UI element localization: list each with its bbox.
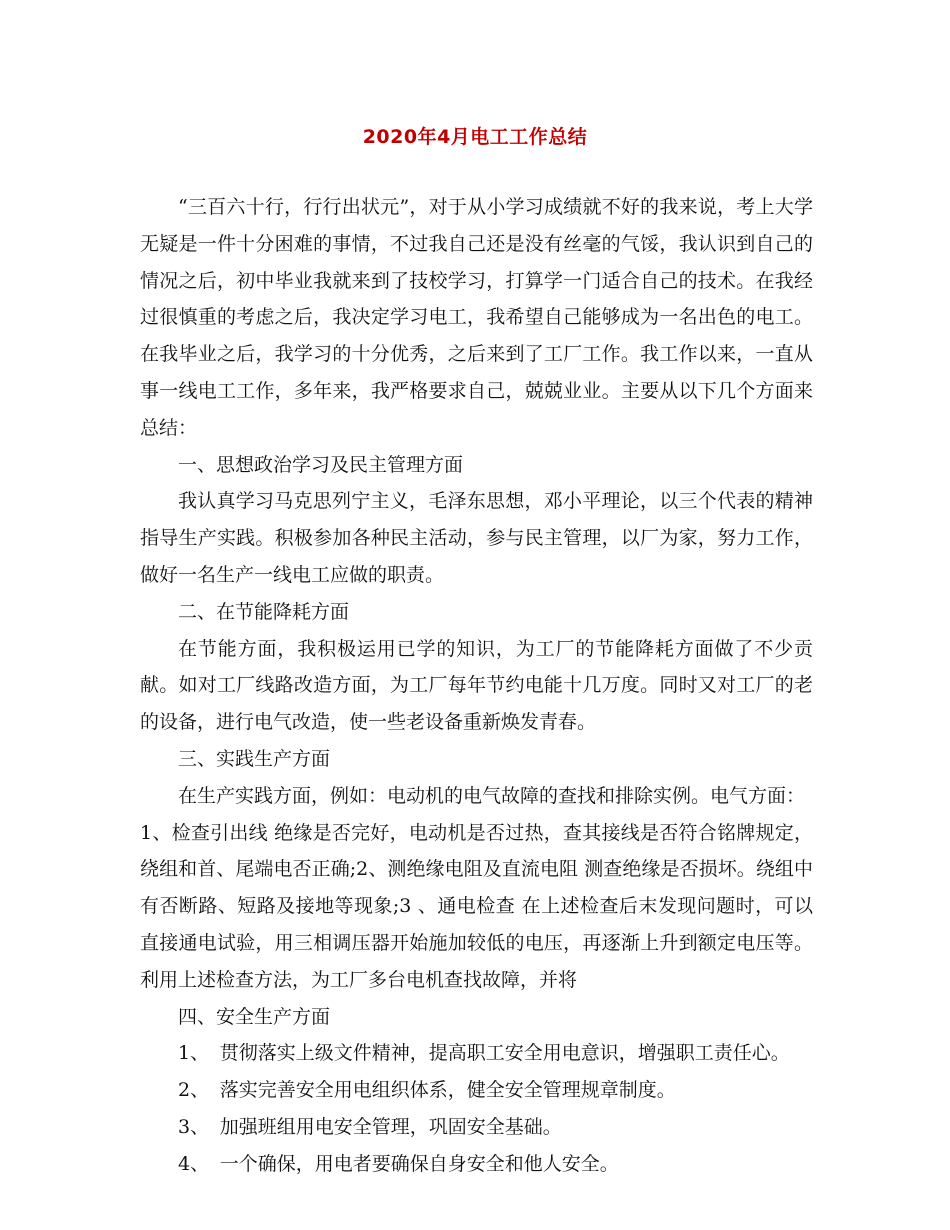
list-item-text: 落实完善安全用电组织体系，健全安全管理规章制度。 [219, 1079, 676, 1102]
list-item-text: 一个确保，用电者要确保自身安全和他人安全。 [219, 1152, 619, 1175]
list-item-text: 加强班组用电安全管理，巩固安全基础。 [219, 1115, 562, 1138]
document-title: 2020年4月电工工作总结 [362, 126, 588, 148]
list-item [140, 1146, 813, 1183]
list-item [140, 1109, 813, 1146]
section-2-paragraph: 在节能方面，我积极运用已学的知识，为工厂的节能降耗方面做了不少贡献。如对工厂线路改造方面，为工厂每年节约电能十几万度。同时又对工厂的老的设备，进行电气改造，使一些老设备重新焕发青春。 [140, 637, 813, 734]
list-item-number: 1、 [178, 1042, 210, 1065]
list-item-number: 3、 [178, 1115, 210, 1138]
list-item-number: 2、 [178, 1079, 210, 1102]
document-body [140, 189, 813, 1183]
list-item-number: 4、 [178, 1152, 210, 1175]
section-3-heading: 三、实践生产方面 [178, 747, 331, 770]
list-item [140, 1035, 813, 1072]
section-4-heading: 四、安全生产方面 [178, 1005, 331, 1028]
list-item [140, 1072, 813, 1109]
section-1-paragraph: 我认真学习马克思列宁主义，毛泽东思想，邓小平理论，以三个代表的精神指导生产实践。积极参加各种民主活动，参与民主管理，以厂为家，努力工作，做好一名生产一线电工应做的职责。 [140, 490, 813, 586]
section-2-heading: 二、在节能降耗方面 [178, 600, 350, 623]
section-3-paragraph-line1: 在生产实践方面，例如：电动机的电气故障的查找和排除实例。电气方面： [178, 784, 806, 807]
section-3-paragraph-rest: 1、检查引出线 绝缘是否完好，电动机是否过热，查其接线是否符合铭牌规定，绕组和首、尾端电否正确;2、测绝缘电阻及直流电阻 测查绝缘是否损坏。绕组中有否断路、短路及接地等现象;3 、通电检查 在上述检查后末发现问题时，可以直接通电试验，用三相调压器开始施加较低的电压，再逐渐上升到额定电压等。利用上述检查方法，为工厂多台电机查找故障，并将 [140, 821, 813, 991]
section-1-heading: 一、思想政治学习及民主管理方面 [178, 453, 464, 476]
list-item-text: 贯彻落实上级文件精神，提高职工安全用电意识，增强职工责任心。 [219, 1042, 790, 1065]
intro-paragraph: “三百六十行，行行出状元”，对于从小学习成绩就不好的我来说，考上大学无疑是一件十分困难的事情，不过我自己还是没有丝毫的气馁，我认识到自己的情况之后，初中毕业我就来到了技校学习，打算学一门适合自己的技术。在我经过很慎重的考虑之后，我决定学习电工，我希望自己能够成为一名出色的电工。在我毕业之后，我学习的十分优秀，之后来到了工厂工作。我工作以来，一直从事一线电工工作，多年来，我严格要求自己，兢兢业业。主要从以下几个方面来总结： [140, 196, 813, 439]
